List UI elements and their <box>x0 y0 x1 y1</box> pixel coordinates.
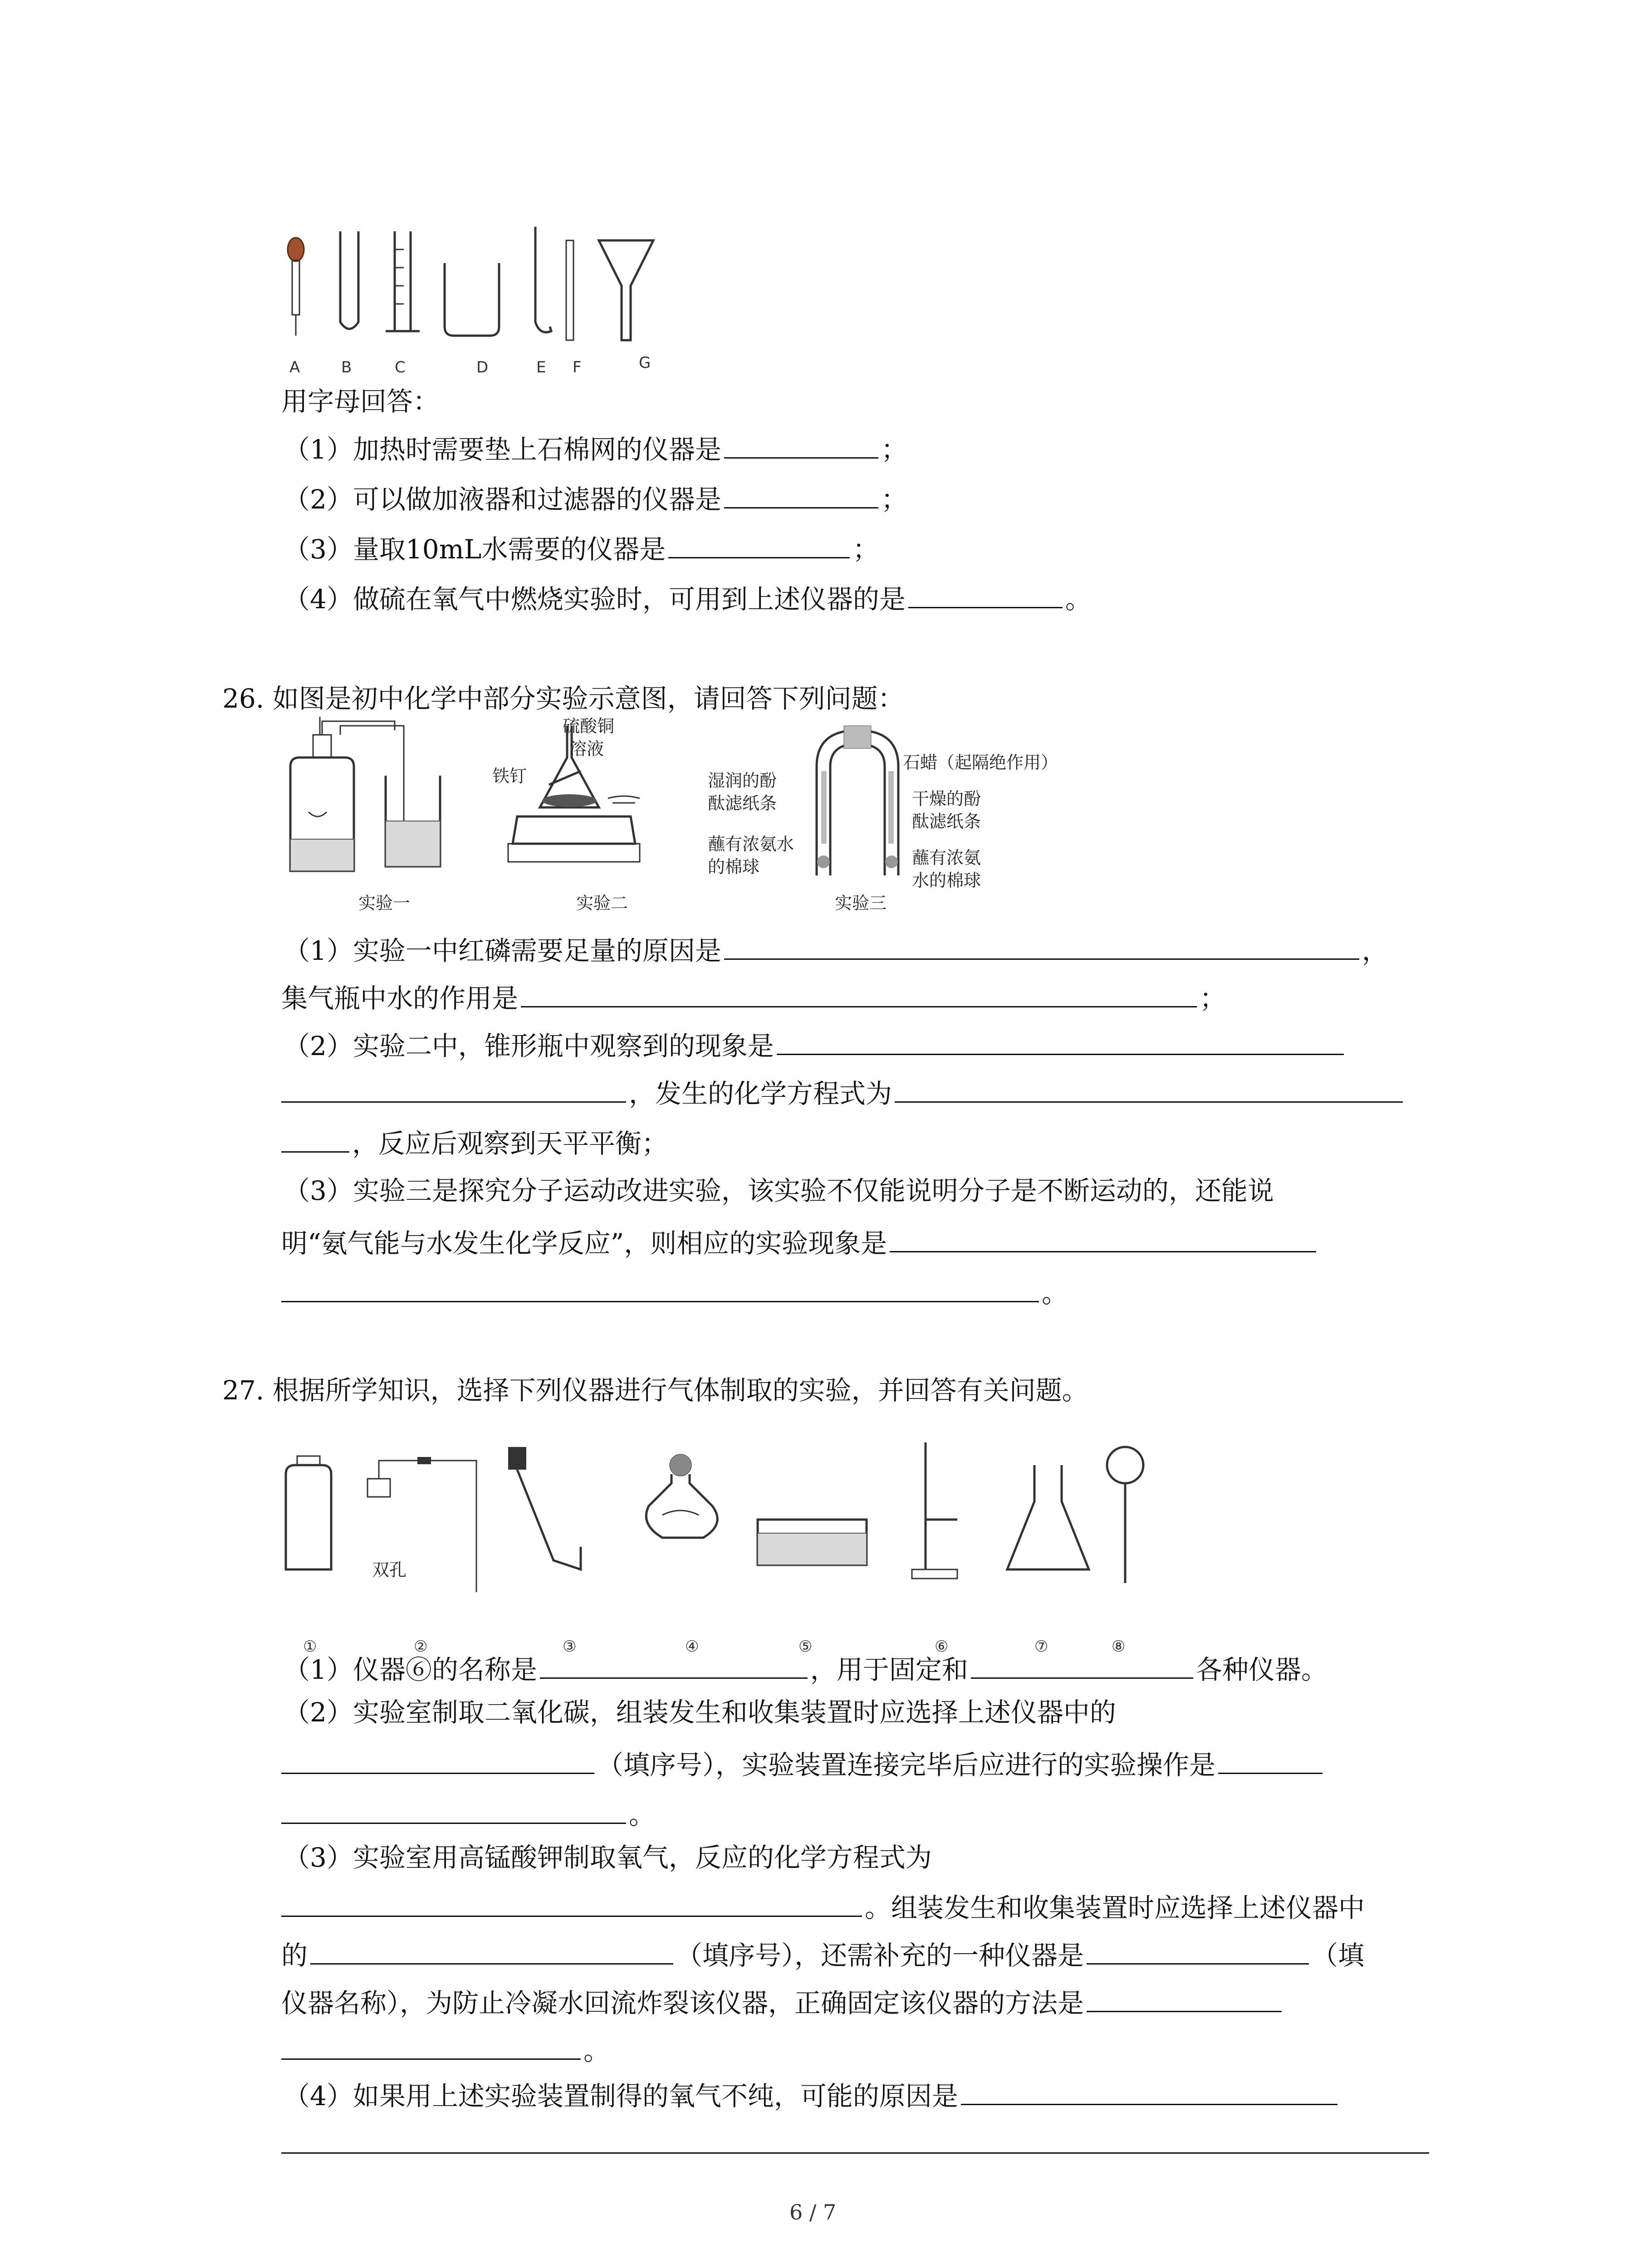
q25-letter-E: E <box>536 358 546 376</box>
q26-q3-c: 。 <box>281 1275 1068 1309</box>
q26-q2-a: （2）实验二中，锥形瓶中观察到的现象是 <box>284 1027 1347 1062</box>
answer-blank[interactable] <box>281 1275 1039 1302</box>
q25-letter-D: D <box>476 358 489 376</box>
q25-letter-F: F <box>573 358 582 376</box>
q26-q2-b: ，发生的化学方程式为 <box>281 1075 1406 1110</box>
cuso4-label-1: 硫酸铜 <box>563 716 615 736</box>
answer-blank[interactable] <box>281 1796 626 1824</box>
answer-blank-line[interactable] <box>281 2152 1429 2154</box>
answer-blank[interactable] <box>1218 1746 1323 1774</box>
answer-blank[interactable] <box>895 1075 1403 1103</box>
answer-blank[interactable] <box>281 1125 349 1153</box>
answer-blank[interactable] <box>1087 1937 1309 1965</box>
q26-q2-c: ，反应后观察到天平平衡； <box>281 1125 668 1159</box>
q26-q1-b: 集气瓶中水的作用是 ； <box>281 980 1226 1014</box>
q25-letter-C: C <box>395 358 406 376</box>
answer-blank[interactable] <box>281 2032 581 2060</box>
q27-q3-c: 的 （填序号），还需补充的一种仪器是 （填 <box>281 1937 1364 1971</box>
answer-blank[interactable] <box>724 431 878 459</box>
answer-blank[interactable] <box>281 1889 862 1917</box>
exp2-caption: 实验二 <box>576 893 628 913</box>
wet-paper-label-1: 湿润的酚 <box>708 771 777 791</box>
q27-q2-c: 。 <box>281 1796 655 1831</box>
q27-q1: （1）仪器⑥的名称是 ，用于固定和 各种仪器。 <box>284 1651 1327 1686</box>
q27-num-3: ③ <box>563 1637 577 1656</box>
answer-blank[interactable] <box>540 1651 808 1679</box>
page-number: 6 / 7 <box>789 2200 837 2224</box>
double-hole-label: 双孔 <box>372 1560 407 1580</box>
dip-left-label-2: 的棉球 <box>708 857 760 877</box>
answer-blank[interactable] <box>1087 1984 1282 2012</box>
q26-q3-b: 明“氨气能与水发生化学反应”，则相应的实验现象是 <box>281 1225 1319 1259</box>
answer-blank[interactable] <box>521 980 1197 1007</box>
q26-q3-a: （3）实验三是探究分子运动改进实验，该实验不仅能说明分子是不断运动的，还能说 <box>284 1175 1274 1206</box>
q27-stem: 27. 根据所学知识，选择下列仪器进行气体制取的实验，并回答有关问题。 <box>222 1375 1088 1406</box>
answer-blank[interactable] <box>281 1075 626 1103</box>
q26-q1-a: （1）实验一中红磷需要足量的原因是 ， <box>284 932 1388 967</box>
answer-blank[interactable] <box>724 932 1359 960</box>
q27-num-2: ② <box>414 1637 428 1656</box>
answer-blank[interactable] <box>724 481 878 508</box>
dip-right-label-1: 蘸有浓氨 <box>912 848 981 868</box>
answer-blank[interactable] <box>971 1651 1193 1679</box>
q25-item-3: （3）量取10mL水需要的仪器是 ； <box>284 531 879 565</box>
q27-num-1: ① <box>303 1637 317 1656</box>
answer-blank[interactable] <box>777 1027 1344 1055</box>
q25-item-4: （4）做硫在氧气中燃烧实验时，可用到上述仪器的是 。 <box>284 581 1092 615</box>
q25-item-2: （2）可以做加液器和过滤器的仪器是 ； <box>284 481 907 515</box>
q25-item-1: （1）加热时需要垫上石棉网的仪器是 ； <box>284 431 907 465</box>
q27-q4: （4）如果用上述实验装置制得的氧气不纯，可能的原因是 <box>284 2077 1340 2112</box>
answer-blank[interactable] <box>310 1937 673 1965</box>
exp3-caption: 实验三 <box>835 893 887 913</box>
answer-blank[interactable] <box>961 2077 1337 2105</box>
wax-label: 石蜡（起隔绝作用） <box>903 753 1058 772</box>
q27-num-4: ④ <box>685 1637 699 1656</box>
q25-intro: 用字母回答： <box>281 386 440 417</box>
answer-blank[interactable] <box>281 1746 594 1774</box>
q27-q3-b: 。组装发生和收集装置时应选择上述仪器中 <box>281 1889 1365 1924</box>
wet-paper-label-2: 酞滤纸条 <box>708 793 777 813</box>
q27-q2-b: （填序号），实验装置连接完毕后应进行的实验操作是 <box>281 1746 1325 1781</box>
q25-letter-B: B <box>341 358 352 376</box>
answer-blank[interactable] <box>890 1225 1316 1252</box>
q26-stem: 26. 如图是初中化学中部分实验示意图，请回答下列问题： <box>222 683 904 714</box>
answer-blank[interactable] <box>908 581 1063 608</box>
dry-paper-label-2: 酞滤纸条 <box>912 811 981 831</box>
dip-left-label-1: 蘸有浓氨水 <box>708 834 794 854</box>
q27-q3-e: 。 <box>281 2032 610 2067</box>
q27-q2-a: （2）实验室制取二氧化碳，组装发生和收集装置时应选择上述仪器中的 <box>284 1697 1116 1728</box>
dip-right-label-2: 水的棉球 <box>912 870 981 890</box>
q27-num-8: ⑧ <box>1112 1637 1126 1656</box>
q25-letter-A: A <box>289 358 300 376</box>
dry-paper-label-1: 干燥的酚 <box>912 789 981 809</box>
q27-q3-a: （3）实验室用高锰酸钾制取氧气，反应的化学方程式为 <box>284 1842 932 1873</box>
nail-label: 铁钉 <box>492 766 527 786</box>
q27-instruments-figure <box>272 1433 1171 1615</box>
q27-num-6: ⑥ <box>935 1637 949 1656</box>
answer-blank[interactable] <box>668 531 850 558</box>
q27-num-5: ⑤ <box>798 1637 813 1656</box>
q25-letter-G: G <box>639 354 651 372</box>
q27-num-7: ⑦ <box>1034 1637 1048 1656</box>
q27-q3-d: 仪器名称），为防止冷凝水回流炸裂该仪器，正确固定该仪器的方法是 <box>281 1984 1284 2019</box>
exp1-caption: 实验一 <box>358 893 411 913</box>
cuso4-label-2: 溶液 <box>569 739 604 759</box>
